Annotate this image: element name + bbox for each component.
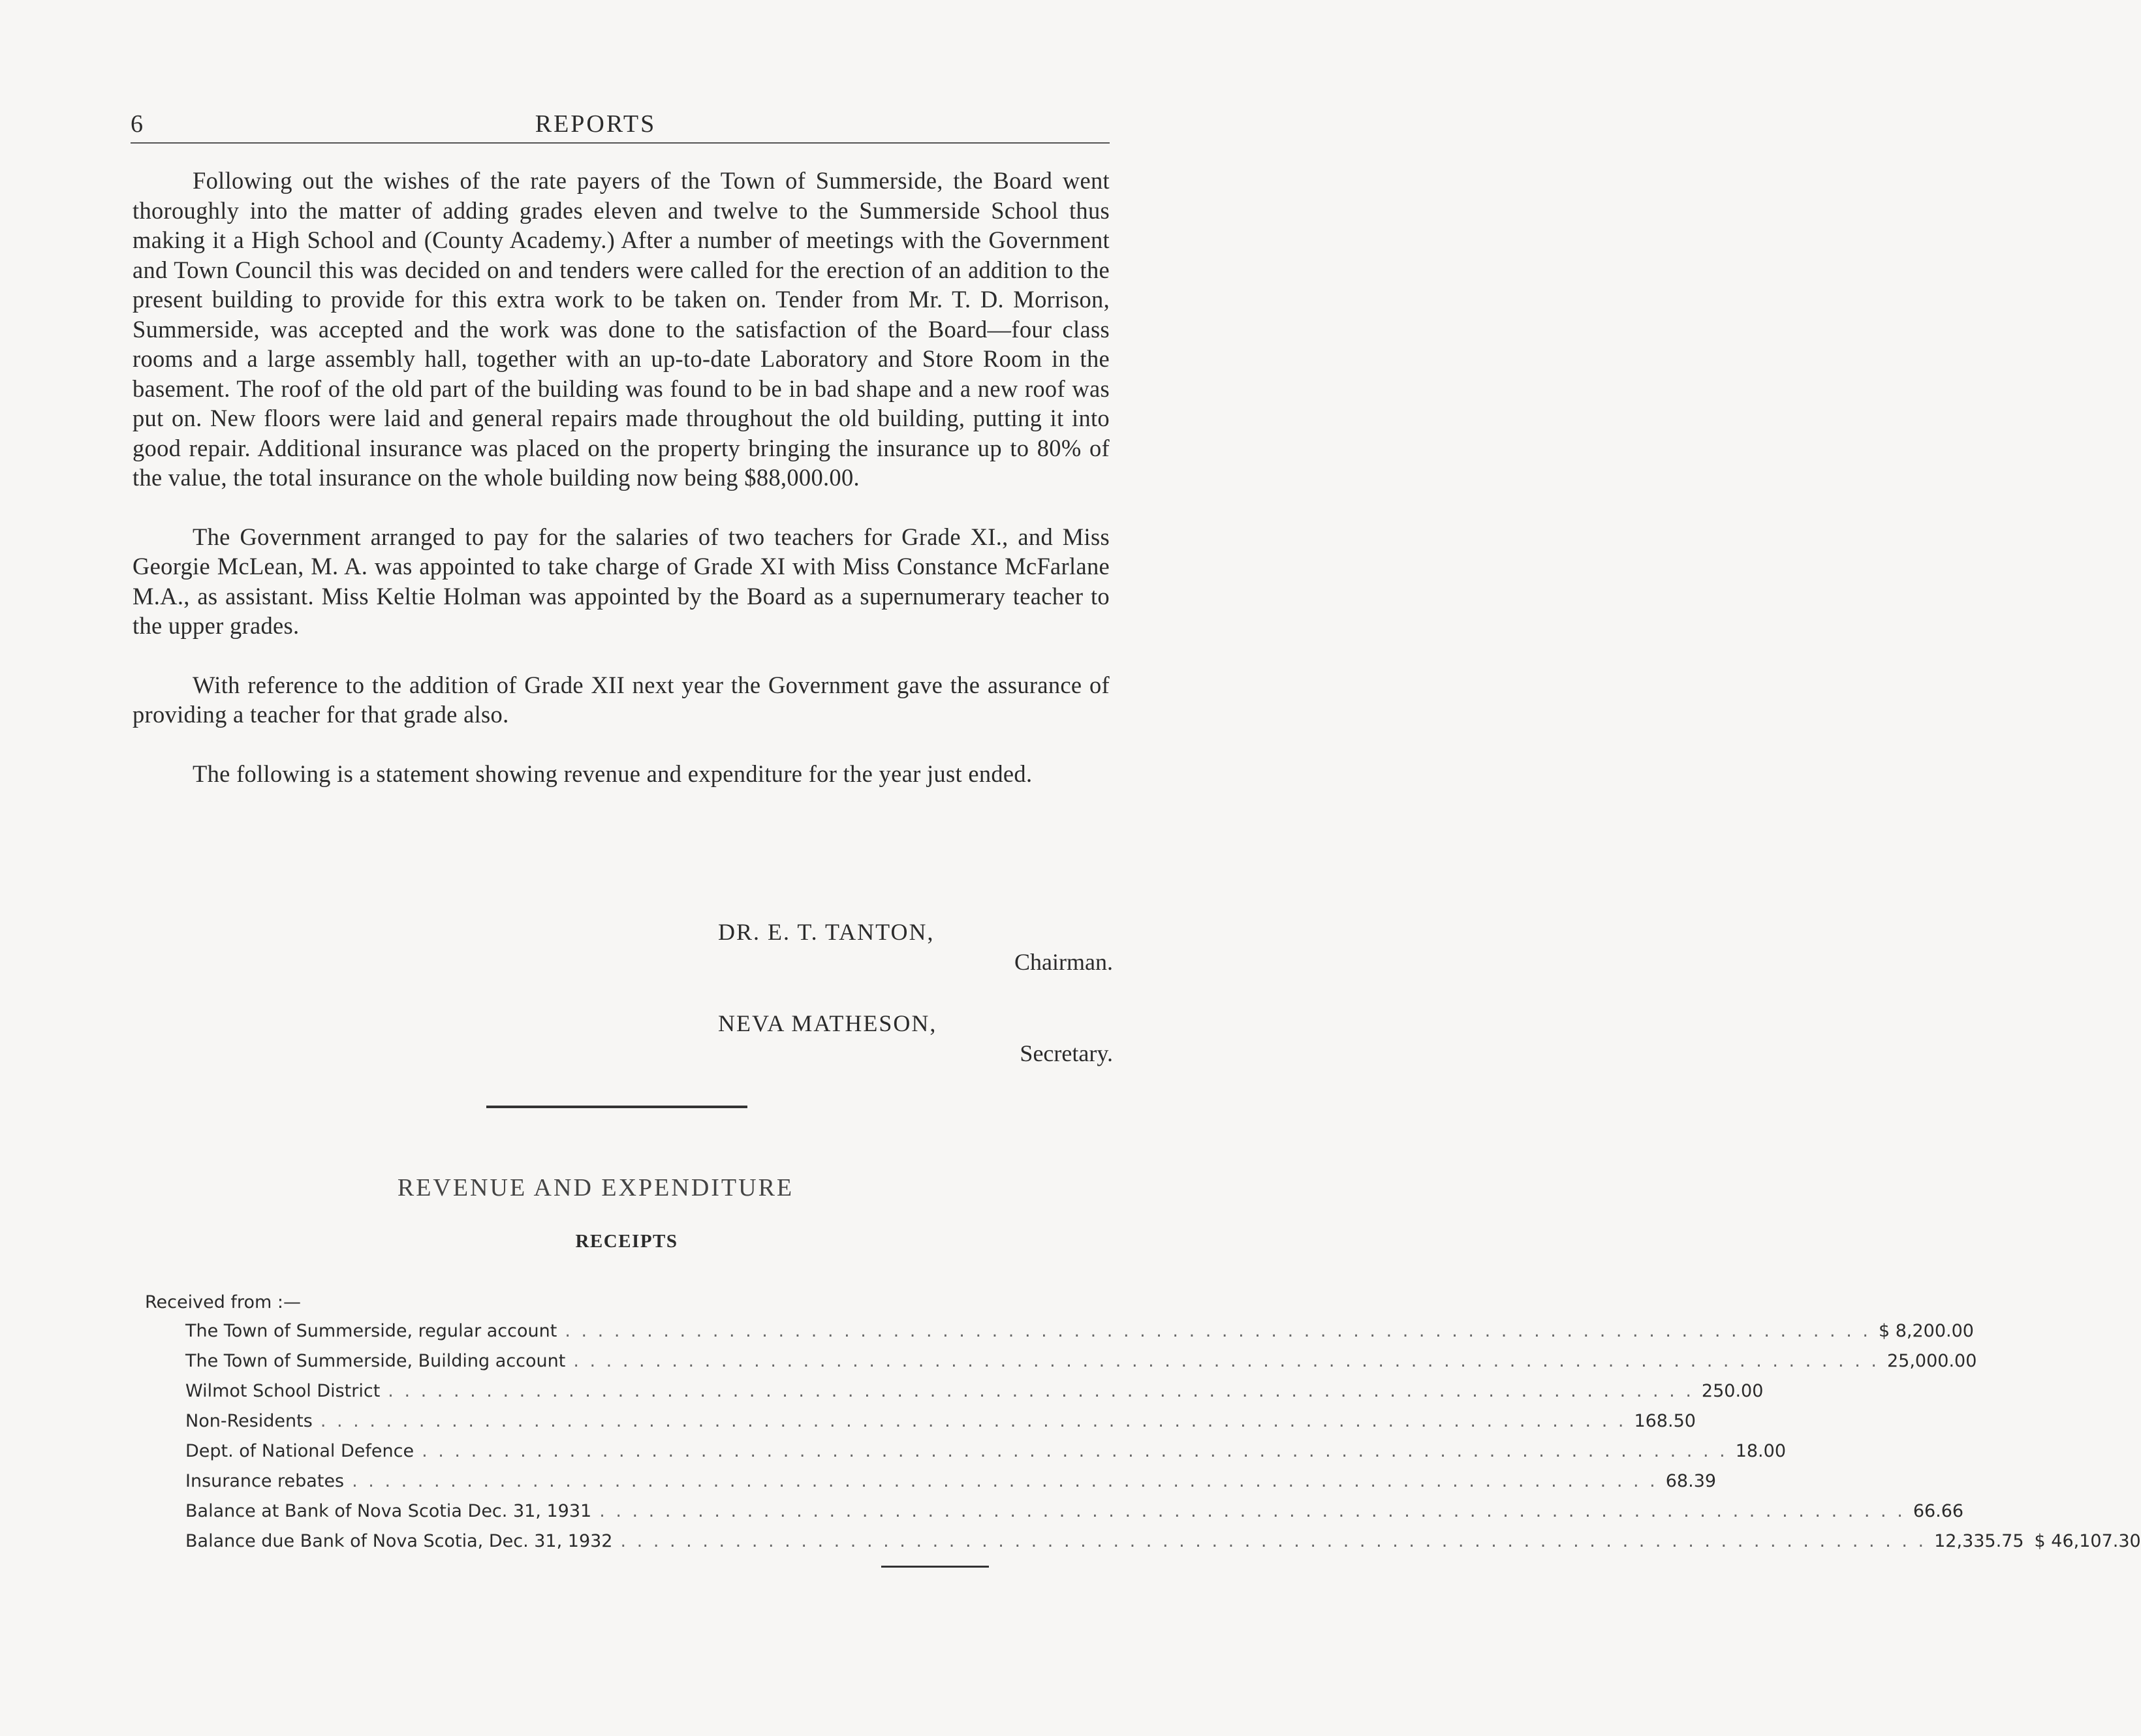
receipt-amount: 66.66 (1913, 1501, 1964, 1521)
dot-leader: . . . . . . . . . . . . . . . . . . . . . . . . . . . . . . . . . . . . . . . . . . . . . . . . . . . . . . . . . . . . . . . . . . . . . . . . . . . . . . . . (320, 1411, 1627, 1431)
receipt-row (185, 1531, 2141, 1561)
receipt-amount: $ 8,200.00 (1878, 1321, 1974, 1341)
dot-leader: . . . . . . . . . . . . . . . . . . . . . . . . . . . . . . . . . . . . . . . . . . . . . . . . . . . . . . . . . . . . . . . . . . . . . . . . . . . . . . . . (352, 1471, 1658, 1491)
receipt-label: The Town of Summerside, Building account (185, 1351, 566, 1371)
paragraph-high-school-addition: Following out the wishes of the rate payers of the Town of Summerside, the Board went thoroughly into the matter of adding grades eleven and twelve to the Summerside School thus making it a High School and (County Academy.) After a number of meetings with the Government and Town Council this was decided on and tenders were called for the erection of an addition to the present building to provide for this extra work to be taken on. Tender from Mr. T. D. Morrison, Summerside, was accepted and the work was done to the satisfaction of the Board—four class rooms and a large assembly hall, together with an up-to-date Laboratory and Store Room in the basement. The roof of the old part of the building was found to be in bad shape and a new roof was put on. New floors were laid and general repairs made throughout the old building, putting it into good repair. Additional insurance was placed on the property bringing the insurance up to 80% of the value, the total insurance on the whole building now being $88,000.00. (133, 167, 1110, 491)
dot-leader: . . . . . . . . . . . . . . . . . . . . . . . . . . . . . . . . . . . . . . . . . . . . . . . . . . . . . . . . . . . . . . . . . . . . . . . . . . . . . . . . (565, 1321, 1871, 1341)
receipt-row (185, 1471, 1717, 1501)
running-head: REPORTS (535, 110, 657, 138)
receipt-label: The Town of Summerside, regular account (185, 1321, 557, 1341)
paragraph-teacher-appointments: The Government arranged to pay for the salaries of two teachers for Grade XI., and Miss Georgie McLean, M. A. was appointed to take charge of Grade XI with Miss Constance McFarlane M.A., as assistant. Miss Keltie Holman was appointed by the Board as a supernumerary teacher to the upper grades. (133, 523, 1110, 639)
receipt-amount: 12,335.75 (1934, 1531, 2024, 1551)
receipt-label: Wilmot School District (185, 1381, 381, 1401)
chairman-name: DR. E. T. TANTON, (718, 919, 935, 945)
receipt-row (185, 1501, 1964, 1531)
receipt-amount: 250.00 (1701, 1381, 1764, 1401)
receipt-label: Dept. of National Defence (185, 1441, 414, 1461)
page-number: 6 (131, 110, 143, 138)
dot-leader: . . . . . . . . . . . . . . . . . . . . . . . . . . . . . . . . . . . . . . . . . . . . . . . . . . . . . . . . . . . . . . . . . . . . . . . . . . . . . . . . (573, 1351, 1879, 1371)
receipt-label: Balance due Bank of Nova Scotia, Dec. 31, 1932 (185, 1531, 613, 1551)
header-rule (131, 142, 1110, 144)
section-title: REVENUE AND EXPENDITURE (397, 1174, 794, 1201)
receipt-row (185, 1441, 1786, 1471)
subtotal-rule (881, 1566, 989, 1568)
paragraph-grade-xii: With reference to the addition of Grade XII next year the Government gave the assurance of providing a teacher for that grade also. (133, 671, 1110, 728)
signature-block (718, 917, 1113, 1100)
receipt-row (185, 1321, 1974, 1351)
receipt-rows (145, 1321, 2141, 1561)
chairman-title: Chairman. (1014, 949, 1113, 975)
dot-leader: . . . . . . . . . . . . . . . . . . . . . . . . . . . . . . . . . . . . . . . . . . . . . . . . . . . . . . . . . . . . . . . . . . . . . . . . . . . . . . . . (388, 1381, 1694, 1401)
paragraph-statement-intro: The following is a statement showing revenue and expenditure for the year just ended. (193, 760, 1033, 787)
receipt-amount: 68.39 (1665, 1471, 1717, 1491)
receipt-total: $ 46,107.30 (2034, 1531, 2141, 1551)
dot-leader: . . . . . . . . . . . . . . . . . . . . . . . . . . . . . . . . . . . . . . . . . . . . . . . . . . . . . . . . . . . . . . . . . . . . . . . . . . . . . . . . (422, 1441, 1728, 1461)
receipt-label: Insurance rebates (185, 1471, 345, 1491)
secretary-name: NEVA MATHESON, (718, 1010, 937, 1036)
receipt-amount: 18.00 (1735, 1441, 1786, 1461)
receipt-label: Non-Residents (185, 1411, 313, 1431)
section-divider (486, 1106, 747, 1108)
received-from-label: Received from :— (145, 1292, 301, 1312)
receipt-amount: 168.50 (1634, 1411, 1696, 1431)
secretary-title: Secretary. (1020, 1040, 1113, 1066)
receipt-label: Balance at Bank of Nova Scotia Dec. 31, 1931 (185, 1501, 592, 1521)
report-body (133, 166, 1110, 818)
dot-leader: . . . . . . . . . . . . . . . . . . . . . . . . . . . . . . . . . . . . . . . . . . . . . . . . . . . . . . . . . . . . . . . . . . . . . . . . . . . . . . . . (620, 1531, 1927, 1551)
receipts-table (145, 1292, 2141, 1561)
receipt-row (185, 1351, 1977, 1381)
receipt-row (185, 1381, 1764, 1411)
receipts-heading: RECEIPTS (575, 1231, 678, 1252)
dot-leader: . . . . . . . . . . . . . . . . . . . . . . . . . . . . . . . . . . . . . . . . . . . . . . . . . . . . . . . . . . . . . . . . . . . . . . . . . . . . . . . . (599, 1501, 1905, 1521)
receipt-row (185, 1411, 1696, 1441)
receipt-amount: 25,000.00 (1886, 1351, 1977, 1371)
